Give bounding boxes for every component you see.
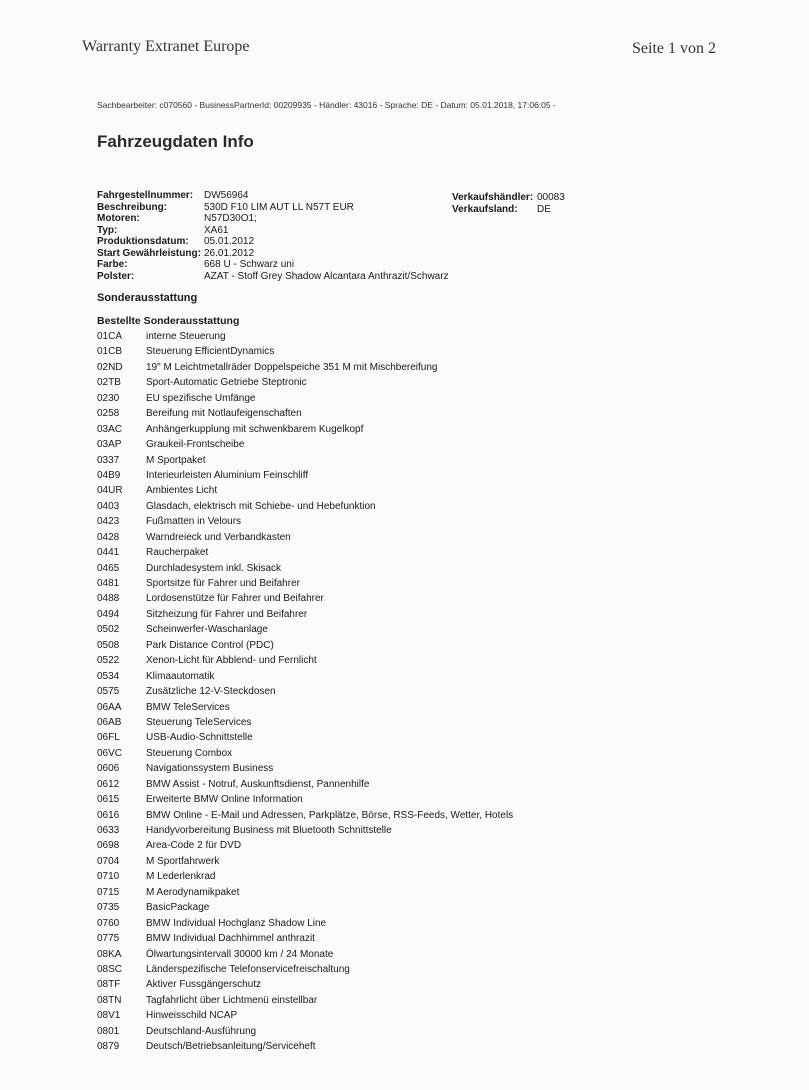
vehicle-row [97,271,449,283]
option-description: Länderspezifische Telefonservicefreischaltung [146,963,350,975]
option-description: Aktiver Fussgängerschutz [146,979,262,991]
list-item [97,591,513,606]
option-description: Steuerung EfficientDynamics [146,346,275,358]
list-item [97,514,513,529]
option-code: 0508 [97,639,120,651]
list-item [97,483,513,498]
option-description: Anhängerkupplung mit schwenkbarem Kugelkopf [146,423,364,435]
option-description: M Lederlenkrad [146,871,216,883]
option-description: Deutsch/Betriebsanleitung/Serviceheft [146,1041,316,1053]
option-code: 0494 [97,608,120,620]
option-description: Durchladesystem inkl. Skisack [146,562,282,574]
vehicle-row [97,248,449,260]
option-code: 0710 [97,871,120,883]
list-item [97,1039,513,1054]
field-value: AZAT - Stoff Grey Shadow Alcantara Anthrazit/Schwarz [204,270,449,282]
list-item [97,730,513,745]
option-code: 0465 [97,562,120,574]
field-value: 00083 [537,192,565,203]
list-item [97,931,513,946]
list-item [97,499,513,514]
list-item [97,344,513,359]
option-description: Glasdach, elektrisch mit Schiebe- und Hebefunktion [146,500,376,512]
vehicle-row [97,202,449,214]
list-item [97,545,513,560]
list-item [97,808,513,823]
option-description: Steuerung TeleServices [146,716,252,728]
option-description: BMW Individual Dachhimmel anthrazit [146,933,315,945]
option-code: 0801 [97,1025,120,1037]
option-code: 0428 [97,531,120,543]
list-item [97,437,513,452]
option-code: 06VC [97,747,123,759]
list-item [97,468,513,483]
option-code: 0612 [97,778,120,790]
page-number: Seite 1 von 2 [632,40,716,57]
field-value: 668 U - Schwarz uni [204,259,295,270]
option-description: M Sportfahrwerk [146,855,220,867]
option-code: 0879 [97,1041,120,1053]
field-label: Farbe: [97,259,128,270]
option-code: 0337 [97,454,120,466]
option-code: 0606 [97,763,120,775]
option-code: 08SC [97,963,123,975]
dealer-row [452,192,565,204]
option-description: Sportsitze für Fahrer und Beifahrer [146,578,300,589]
list-item [97,561,513,576]
option-description: Klimaautomatik [146,670,215,682]
option-description: Handyvorbereitung Business mit Bluetooth Schnittstelle [146,825,392,836]
list-item [97,823,513,838]
vehicle-row [97,213,449,225]
list-item [97,885,513,900]
option-code: 06AA [97,701,122,713]
option-code: 0704 [97,855,120,867]
field-label: Beschreibung: [97,201,168,213]
field-label: Polster: [97,270,135,282]
option-code: 0488 [97,593,120,605]
option-description: Xenon-Licht für Abblend- und Fernlicht [146,655,317,667]
field-label: Verkaufsland: [452,203,518,215]
option-code: 01CB [97,346,123,358]
option-code: 0775 [97,933,120,945]
option-description: M Sportpaket [146,454,206,466]
option-description: Zusätzliche 12-V-Steckdosen [146,686,276,698]
list-item [97,622,513,637]
list-item [97,746,513,761]
section-title: Sonderausstattung [97,292,198,304]
option-description: Scheinwerfer-Waschanlage [146,624,268,636]
page-title: Fahrzeugdaten Info [97,132,254,151]
option-code: 02ND [97,361,123,373]
vehicle-row [97,225,449,237]
field-label: Fahrgestellnummer: [97,190,194,201]
option-code: 06AB [97,716,122,728]
option-code: 0735 [97,902,120,914]
option-description: 19" M Leichtmetallräder Doppelspeiche 351 M mit Mischbereifung [146,361,438,373]
option-description: BMW TeleServices [146,701,230,713]
field-label: Motoren: [97,213,140,224]
list-item [97,715,513,730]
field-value: XA61 [204,224,229,236]
option-code: 04UR [97,485,123,497]
option-description: Warndreieck und Verbandkasten [146,531,291,543]
field-label: Start Gewährleistung: [97,247,201,259]
option-code: 0522 [97,655,120,667]
option-description: Fußmatten in Velours [146,516,242,528]
field-label: Typ: [97,224,118,236]
list-item [97,530,513,545]
option-code: 0403 [97,500,120,512]
option-description: Graukeil-Frontscheibe [146,439,245,451]
field-value: 530D F10 LIM AUT LL N57T EUR [204,201,354,213]
option-code: 08TF [97,979,121,991]
list-item [97,792,513,807]
option-description: Interieurleisten Aluminium Feinschliff [146,469,309,481]
option-description: USB-Audio-Schnittstelle [146,732,253,744]
option-code: 08TN [97,994,122,1006]
vehicle-row [97,190,449,202]
option-description: Sport-Automatic Getriebe Steptronic [146,377,307,389]
option-description: Bereifung mit Notlaufeigenschaften [146,408,302,420]
option-description: Ambientes Licht [146,485,218,497]
list-item [97,700,513,715]
option-code: 0534 [97,670,120,682]
option-code: 0633 [97,825,120,836]
list-item [97,777,513,792]
option-description: Tagfahrlicht über Lichtmenü einstellbar [146,994,318,1006]
field-label: Produktionsdatum: [97,236,189,247]
option-description: Steuerung Combox [146,747,233,759]
field-label: Verkaufshändler: [452,192,534,203]
option-description: BMW Online - E-Mail und Adressen, Parkplätze, Börse, RSS-Feeds, Wetter, Hotels [146,809,514,821]
option-code: 06FL [97,732,120,744]
list-item [97,375,513,390]
list-item [97,638,513,653]
option-code: 0441 [97,547,120,559]
option-code: 01CA [97,331,123,342]
option-code: 08KA [97,948,122,960]
option-code: 0502 [97,624,120,636]
option-code: 0258 [97,408,120,420]
list-item [97,916,513,931]
list-item [97,761,513,776]
option-code: 0698 [97,840,120,852]
option-description: BasicPackage [146,902,210,914]
option-description: Raucherpaket [146,547,209,559]
list-item [97,1024,513,1039]
option-description: Hinweisschild NCAP [146,1010,238,1022]
list-item [97,947,513,962]
list-item [97,406,513,421]
option-code: 0615 [97,794,120,806]
list-item [97,900,513,915]
vehicle-row [97,236,449,248]
list-item [97,653,513,668]
vehicle-info [97,190,449,282]
list-item [97,329,513,344]
option-code: 08V1 [97,1010,121,1022]
option-code: 03AP [97,439,122,451]
list-item [97,869,513,884]
list-item [97,576,513,591]
list-item [97,422,513,437]
list-item [97,360,513,375]
vehicle-row [97,259,449,271]
option-description: Erweiterte BMW Online Information [146,794,303,806]
option-description: M Aerodynamikpaket [146,886,240,898]
option-description: Park Distance Control (PDC) [146,639,274,651]
list-item [97,453,513,468]
option-code: 0760 [97,917,120,929]
list-item [97,838,513,853]
list-item [97,854,513,869]
list-item [97,977,513,992]
meta-line: Sachbearbeiter: c070560 - BusinessPartnerId: 00209935 - Händler: 43016 - Sprache: DE - Datum: 05.01.2018, 17:06:05 - [97,100,556,110]
list-item [97,993,513,1008]
option-code: 0230 [97,392,120,404]
option-code: 0616 [97,809,120,821]
field-value: 26.01.2012 [204,247,255,259]
option-code: 04B9 [97,469,121,481]
list-item [97,684,513,699]
option-description: Navigationssystem Business [146,763,274,775]
list-item [97,1008,513,1023]
field-value: DE [537,203,551,215]
dealer-info [452,192,565,215]
option-description: EU spezifische Umfänge [146,392,256,404]
field-value: 05.01.2012 [204,236,255,247]
option-description: Ölwartungsintervall 30000 km / 24 Monate [146,948,334,960]
option-description: BMW Individual Hochglanz Shadow Line [146,917,327,929]
option-code: 0575 [97,686,120,698]
option-description: Sitzheizung für Fahrer und Beifahrer [146,608,308,620]
list-item [97,607,513,622]
subsection-title: Bestellte Sonderausstattung [97,315,240,327]
field-value: N57D30O1; [204,213,257,224]
option-code: 02TB [97,377,121,389]
option-code: 0423 [97,516,120,528]
list-item [97,669,513,684]
option-code: 0715 [97,886,120,898]
field-value: DW56964 [204,190,249,201]
option-code: 03AC [97,423,123,435]
list-item [97,391,513,406]
option-description: Area-Code 2 für DVD [146,840,242,852]
option-description: Lordosenstütze für Fahrer und Beifahrer [146,593,324,605]
options-list [97,329,513,1055]
option-description: BMW Assist - Notruf, Auskunftsdienst, Pannenhilfe [146,778,370,790]
dealer-row [452,204,565,216]
header-title: Warranty Extranet Europe [82,38,250,55]
list-item [97,962,513,977]
option-description: interne Steuerung [146,331,226,342]
option-description: Deutschland-Ausführung [146,1025,257,1037]
option-code: 0481 [97,578,120,589]
